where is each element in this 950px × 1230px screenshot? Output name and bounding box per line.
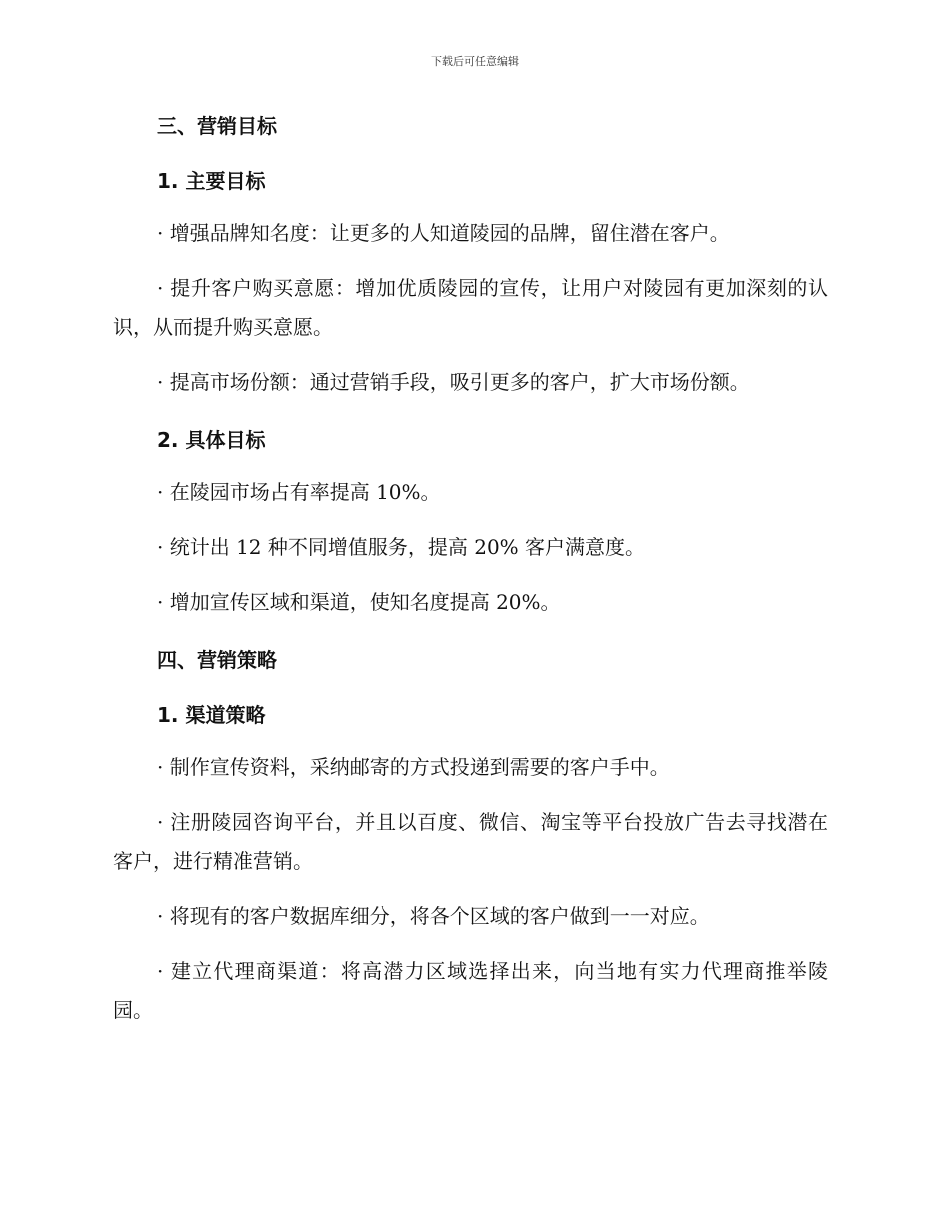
subheading-specific-goals: 2. 具体目标: [157, 428, 266, 452]
document-body: [113, 104, 828, 1046]
subheading-main-goals: 1. 主要目标: [157, 169, 266, 193]
paragraph-online-platforms: · 注册陵园咨询平台，并且以百度、微信、淘宝等平台投放广告去寻找潜在客户，进行精准营销。: [113, 810, 828, 873]
paragraph-agent-channel: · 建立代理商渠道：将高潜力区域选择出来，向当地有实力代理商推举陵园。: [113, 959, 828, 1022]
paragraph-customer-database: · 将现有的客户数据库细分，将各个区域的客户做到一一对应。: [157, 904, 710, 928]
paragraph-market-share: · 提高市场份额：通过营销手段，吸引更多的客户，扩大市场份额。: [157, 370, 750, 394]
paragraph-promotion-channels: · 增加宣传区域和渠道，使知名度提高 20%。: [157, 590, 561, 614]
section-heading-marketing-goals: 三、营销目标: [157, 114, 277, 138]
paragraph-value-services: · 统计出 12 种不同增值服务，提高 20% 客户满意度。: [157, 535, 646, 559]
paragraph-purchase-intent: · 提升客户购买意愿：增加优质陵园的宣传，让用户对陵园有更加深刻的认识，从而提升购买意愿。: [113, 276, 828, 339]
paragraph-market-rate: · 在陵园市场占有率提高 10%。: [157, 480, 441, 504]
paragraph-brand-awareness: · 增强品牌知名度：让更多的人知道陵园的品牌，留住潜在客户。: [157, 221, 730, 245]
page-header: 下载后可任意编辑: [431, 55, 519, 68]
subheading-channel-strategy: 1. 渠道策略: [157, 703, 266, 727]
paragraph-mail-materials: · 制作宣传资料，采纳邮寄的方式投递到需要的客户手中。: [157, 755, 670, 779]
section-heading-marketing-strategy: 四、营销策略: [157, 648, 277, 672]
